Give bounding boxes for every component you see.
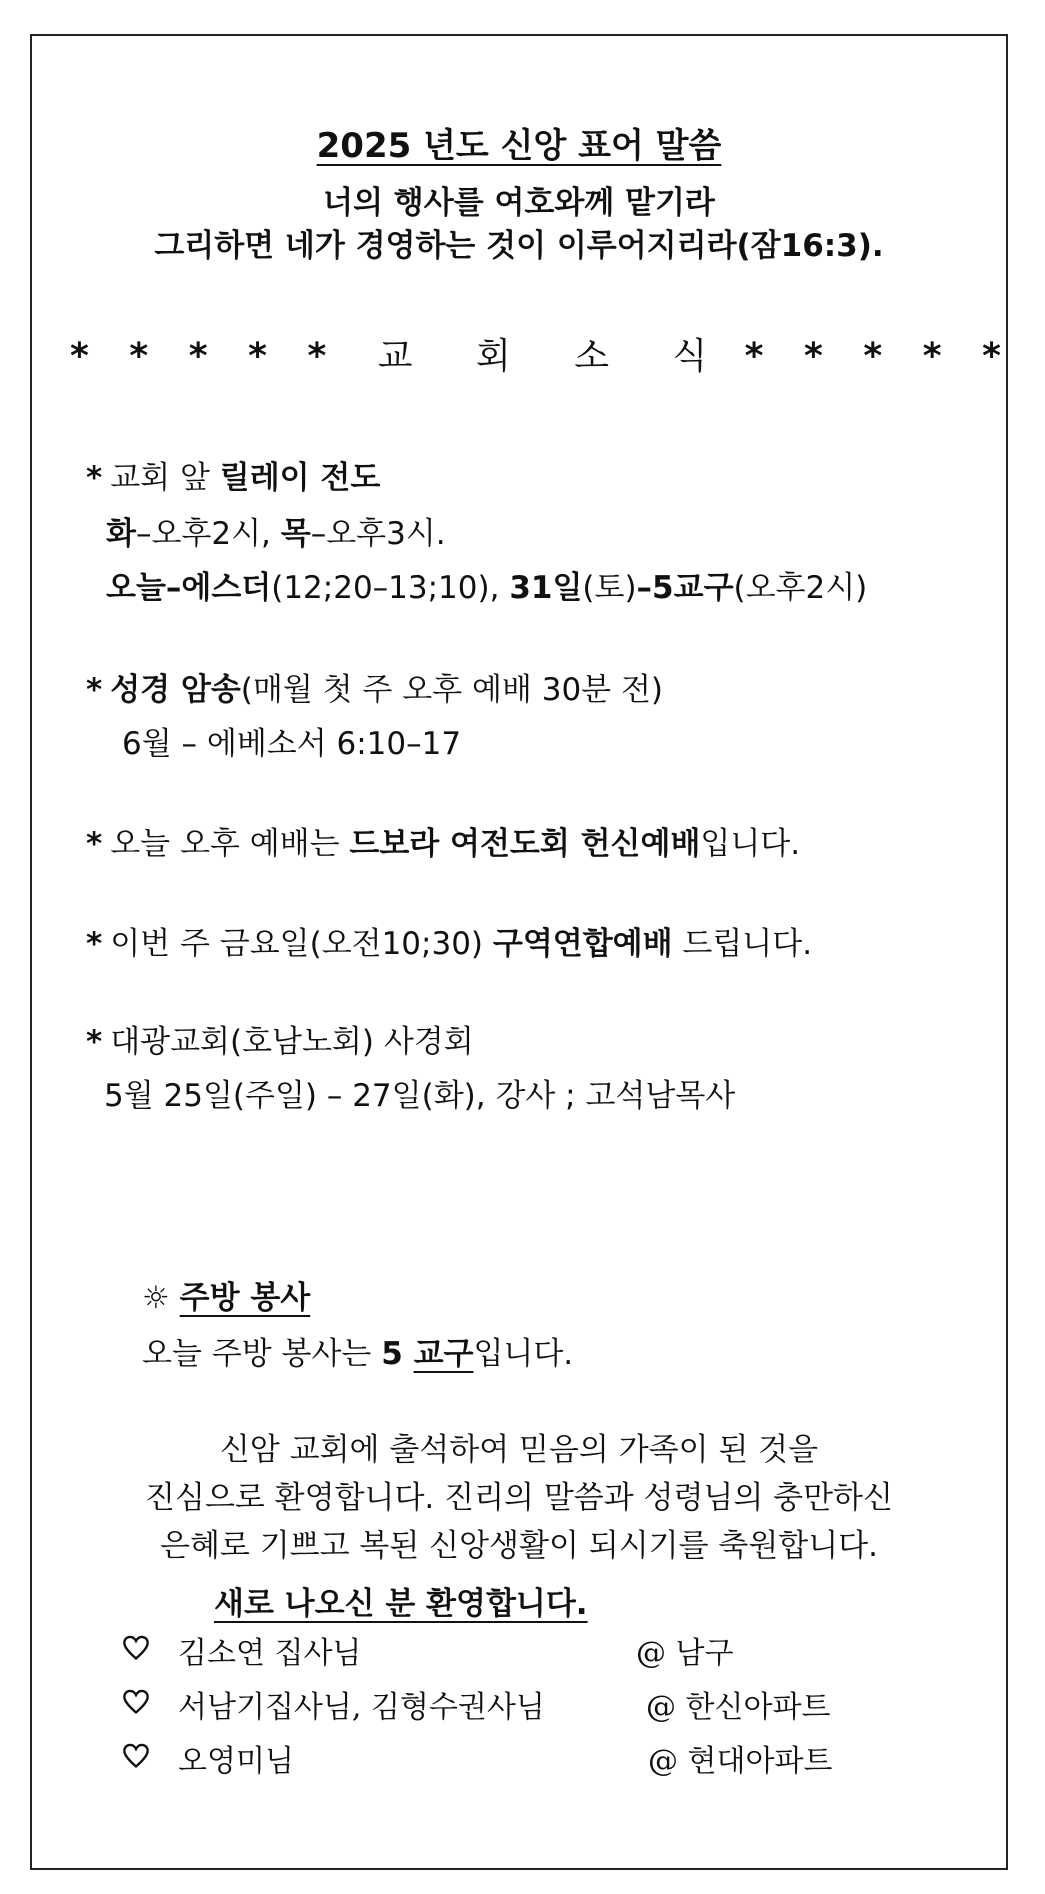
stars-right: * * * * * bbox=[744, 336, 1015, 377]
bullet-star: * bbox=[86, 672, 103, 708]
day-label: 목 bbox=[280, 516, 311, 552]
notice-bold: 드보라 여전도회 헌신예배 bbox=[349, 826, 701, 862]
welcome-line2: 진심으로 환영합니다. 진리의 말씀과 성령님의 충만하신 bbox=[145, 1480, 893, 1516]
heading-char: 소 bbox=[574, 336, 609, 377]
group-label: –5교구 bbox=[636, 570, 734, 606]
motto-verse-line2: 그리하면 네가 경영하는 것이 이루어지리라(잠16:3). bbox=[154, 228, 884, 264]
guest-location: @ 한신아파트 bbox=[646, 1690, 831, 1725]
notice-bold: 릴레이 전도 bbox=[219, 460, 381, 496]
notice-text: 드립니다. bbox=[672, 926, 813, 962]
day-text: (토) bbox=[582, 570, 637, 606]
notice-text: 입니다. bbox=[700, 826, 801, 862]
notice-relay-line3 bbox=[106, 562, 867, 607]
notice-friday bbox=[86, 918, 812, 963]
heart-outline-icon bbox=[122, 1688, 150, 1716]
notice-text: 교회 앞 bbox=[110, 460, 220, 496]
kitchen-text: 오늘 주방 봉사는 bbox=[142, 1336, 382, 1372]
guest-location: @ 남구 bbox=[636, 1636, 734, 1671]
kitchen-line bbox=[142, 1328, 573, 1373]
motto-title: 2025 년도 신앙 표어 말씀 bbox=[316, 126, 722, 166]
notice-text: 오늘 오후 예배는 bbox=[110, 826, 350, 862]
newcomers-heading: 새로 나오신 분 환영합니다. bbox=[214, 1586, 588, 1622]
guest-name: 오영미님 bbox=[178, 1744, 294, 1779]
bullet-star: * bbox=[86, 1024, 103, 1060]
time-text: –오후2시, bbox=[135, 516, 281, 552]
notice-bible-line2: 6월 – 에베소서 6:10–17 bbox=[122, 726, 462, 762]
notice-service bbox=[86, 818, 800, 863]
guest-name: 서남기집사님, 김형수권사님 bbox=[178, 1690, 545, 1725]
sun-icon: ☼ bbox=[142, 1280, 170, 1316]
date-label: 31일 bbox=[509, 570, 583, 606]
kitchen-heading bbox=[142, 1272, 310, 1317]
kitchen-title: 주방 봉사 bbox=[179, 1280, 311, 1316]
heading-char: 식 bbox=[672, 336, 708, 377]
heading-char: 회 bbox=[475, 336, 511, 377]
time-text: –오후3시. bbox=[310, 516, 446, 552]
time-text: (오후2시) bbox=[733, 570, 868, 606]
kitchen-text: 입니다. bbox=[473, 1336, 574, 1372]
notice-relay-line2 bbox=[106, 508, 446, 553]
bullet-star: * bbox=[86, 826, 103, 862]
church-news-heading bbox=[70, 328, 1015, 379]
notice-text: (매월 첫 주 오후 예배 30분 전) bbox=[240, 672, 664, 708]
day-label: 화 bbox=[106, 516, 136, 552]
time-text: (12;20–13;10), bbox=[271, 570, 510, 606]
guest-location: @ 현대아파트 bbox=[648, 1744, 833, 1779]
bullet-star: * bbox=[86, 460, 103, 496]
welcome-line3: 은혜로 기쁘고 복된 신앙생활이 되시기를 축원합니다. bbox=[160, 1528, 878, 1564]
motto-verse-line1: 너의 행사를 여호와께 맡기라 bbox=[323, 185, 715, 221]
notice-revival-line1 bbox=[86, 1016, 474, 1061]
heart-outline-icon bbox=[122, 1742, 150, 1770]
notice-relay-line1 bbox=[86, 452, 380, 497]
heading-char: 교 bbox=[377, 336, 413, 377]
notice-revival-line2: 5월 25일(주일) – 27일(화), 강사 ; 고석남목사 bbox=[104, 1078, 736, 1114]
welcome-line1: 신암 교회에 출석하여 믿음의 가족이 된 것을 bbox=[219, 1432, 819, 1468]
kitchen-number: 5 bbox=[381, 1336, 414, 1372]
notice-bible-line1 bbox=[86, 664, 663, 709]
stars-left: * * * * * bbox=[70, 336, 341, 377]
kitchen-group: 교구 bbox=[413, 1336, 474, 1372]
today-label: 오늘–에스더 bbox=[106, 570, 272, 606]
notice-bold: 구역연합예배 bbox=[492, 926, 673, 962]
notice-text: 대광교회(호남노회) 사경회 bbox=[110, 1024, 474, 1060]
notice-bold: 성경 암송 bbox=[110, 672, 241, 708]
notice-text: 이번 주 금요일(오전10;30) bbox=[110, 926, 493, 962]
bullet-star: * bbox=[86, 926, 103, 962]
guest-name: 김소연 집사님 bbox=[178, 1636, 362, 1671]
heart-outline-icon bbox=[122, 1634, 150, 1662]
